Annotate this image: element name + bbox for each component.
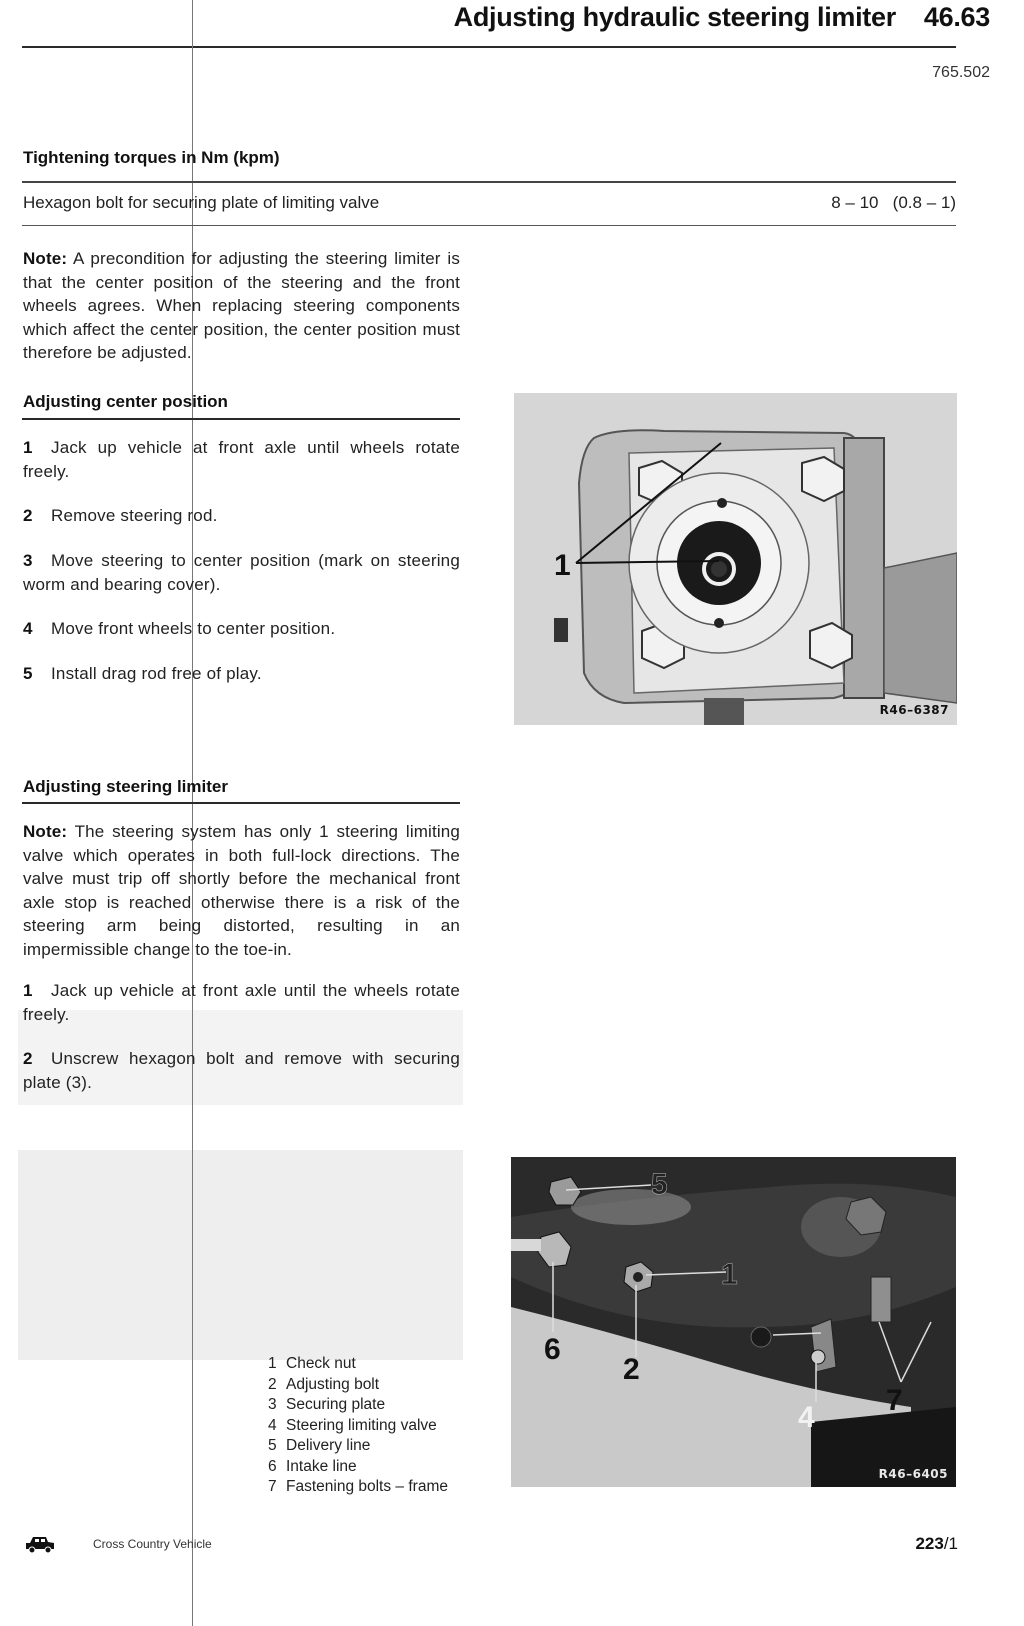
center-position-heading: Adjusting center position — [23, 392, 228, 411]
step-text: Remove steering rod. — [51, 506, 218, 525]
figure-callout-4: 4 — [798, 1401, 815, 1434]
steering-gear-photo — [514, 393, 957, 725]
step-number: 1 — [23, 981, 33, 1000]
figure-callout-5: 5 — [651, 1168, 668, 1201]
torque-row — [23, 193, 956, 213]
steering-gear-illustration — [514, 393, 957, 725]
legend-item: 1 Check nut — [268, 1355, 356, 1372]
legend-item: 4 Steering limiting valve — [268, 1416, 437, 1434]
step-number: 4 — [23, 619, 33, 638]
note-limiting-valve — [23, 820, 460, 961]
limiter-step — [23, 1047, 460, 1094]
torques-heading: Tightening torques in Nm (kpm) — [23, 148, 280, 167]
section-number: 46.63 — [923, 2, 990, 32]
figure-callout-7: 7 — [886, 1384, 903, 1417]
torques-rule-bottom — [22, 225, 956, 226]
step-text: Jack up vehicle at front axle until the wheels rotate freely. — [23, 981, 460, 1024]
doc-number: 765.502 — [932, 64, 990, 81]
step-text: Install drag rod free of play. — [51, 664, 262, 683]
figure-legend — [268, 1354, 448, 1498]
legend-item: 6 Intake line — [268, 1457, 357, 1475]
scan-shading — [18, 1150, 463, 1360]
scan-fold-line — [192, 0, 193, 1626]
limiting-valve-illustration — [511, 1157, 956, 1487]
footer-label: Cross Country Vehicle — [93, 1537, 212, 1551]
steering-limiter-rule — [22, 802, 460, 804]
page-number-sub: /1 — [943, 1534, 958, 1553]
figure-callout-1: 1 — [554, 549, 571, 582]
step-number: 3 — [23, 551, 33, 570]
title-text: Adjusting hydraulic steering limiter — [453, 2, 896, 32]
step-number: 2 — [23, 1049, 33, 1068]
figure-callout-6: 6 — [544, 1333, 561, 1366]
figure-ref-6405: R46–6405 — [878, 1467, 948, 1481]
note-label: Note: — [23, 249, 68, 268]
legend-item: 3 Securing plate — [268, 1396, 386, 1413]
note-label: Note: — [23, 822, 68, 841]
step-number: 2 — [23, 506, 33, 525]
step-text: Move steering to center position (mark on steering worm and bearing cover). — [23, 551, 460, 594]
step-text: Move front wheels to center position. — [51, 619, 336, 638]
steering-limiter-heading: Adjusting steering limiter — [23, 777, 228, 796]
limiter-step — [23, 979, 460, 1026]
center-step — [23, 617, 460, 641]
vehicle-icon — [24, 1534, 56, 1554]
torque-item: Hexagon bolt for securing plate of limiting valve — [23, 193, 380, 212]
figure-callout-2: 2 — [623, 1353, 640, 1386]
center-position-rule — [22, 418, 460, 420]
step-text: Unscrew hexagon bolt and remove with securing plate (3). — [23, 1049, 460, 1092]
step-text: Jack up vehicle at front axle until wheels rotate freely. — [23, 438, 460, 481]
header-rule — [22, 46, 956, 48]
torque-value: 8 – 10 (0.8 – 1) — [831, 193, 956, 212]
figure-ref-6387: R46–6387 — [879, 703, 949, 717]
torques-rule-top — [22, 181, 956, 183]
center-step — [23, 549, 460, 596]
center-step — [23, 436, 460, 483]
legend-item: 5 Delivery line — [268, 1437, 371, 1454]
step-number: 1 — [23, 438, 33, 457]
page-number-main: 223 — [915, 1534, 944, 1553]
step-number: 5 — [23, 664, 33, 683]
legend-item: 7 Fastening bolts – frame — [268, 1478, 448, 1495]
page-number — [915, 1534, 958, 1554]
center-step — [23, 504, 460, 528]
page-title — [380, 2, 990, 33]
note-precondition — [23, 247, 460, 365]
figure-callout-1: 1 — [721, 1258, 738, 1291]
note-text: The steering system has only 1 steering limiting valve which operates in both full-lock directions. The valve must trip off shortly before the mechanical front axle stop is reached otherwise there is a risk of the steering arm being distorted, resulting in an impermissible change to the toe-in. — [23, 822, 460, 959]
center-step — [23, 662, 460, 686]
note-text: A precondition for adjusting the steering limiter is that the center position of the steering and the front wheels agrees. When replacing steering components which affect the center position, the center position must therefore be adjusted. — [23, 249, 460, 362]
legend-item: 2 Adjusting bolt — [268, 1375, 380, 1393]
limiting-valve-photo — [511, 1157, 956, 1487]
